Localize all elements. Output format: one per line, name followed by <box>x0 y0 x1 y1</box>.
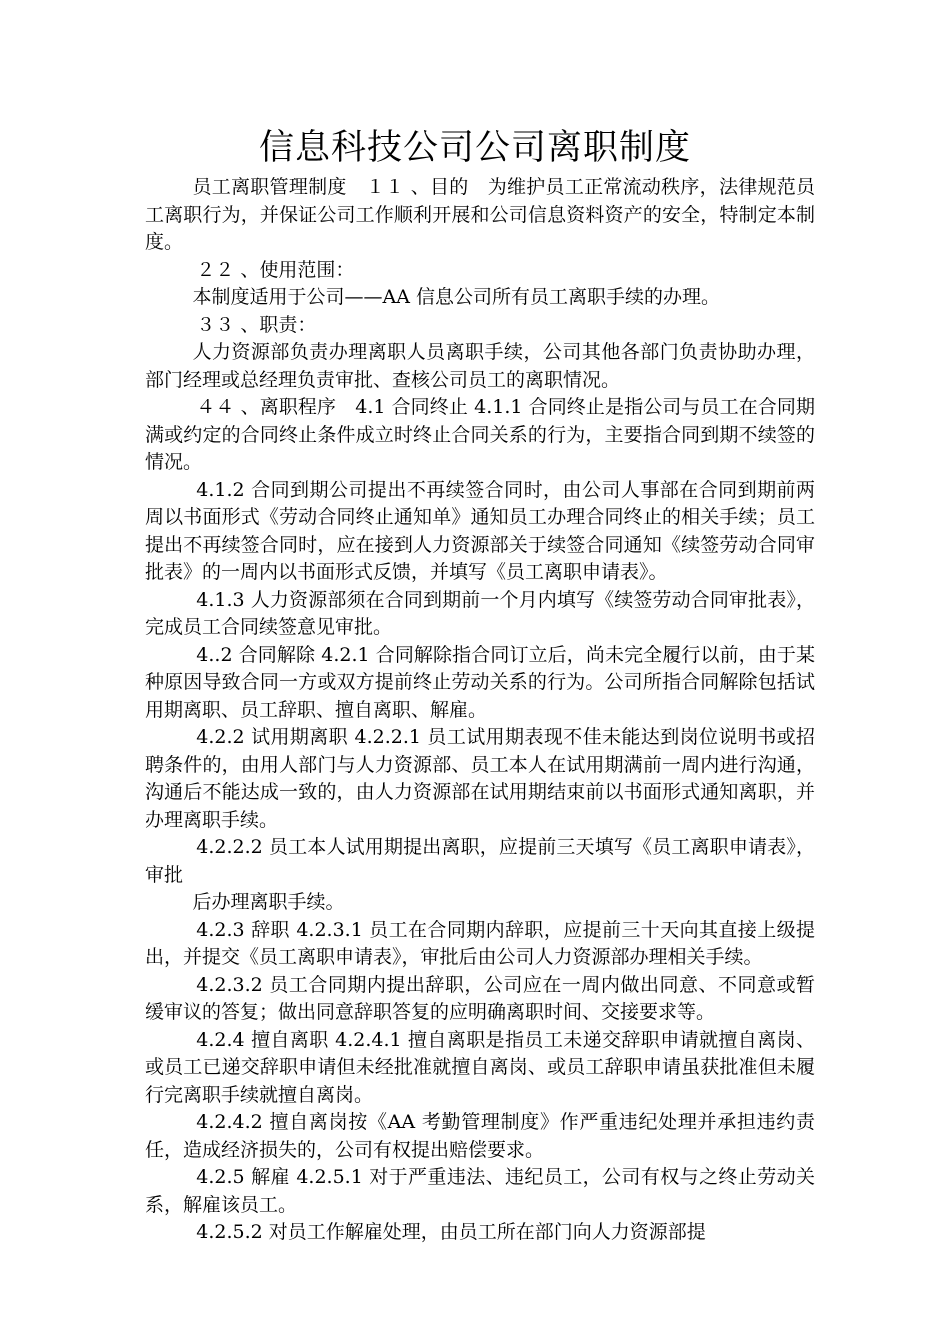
paragraph-4-2-3-2: 4.2.3.2 员工合同期内提出辞职，公司应在一周内做出同意、不同意或暂缓审议的答复；做出同意辞职答复的应明确离职时间、交接要求等。 <box>145 973 815 1023</box>
paragraph-4-2-1: 4..2 合同解除 4.2.1 合同解除指合同订立后，尚未完全履行以前，由于某种原因导致合同一方或双方提前终止劳动关系的行为。公司所指合同解除包括试用期离职、员工辞职、擅自离职、解雇。 <box>145 643 815 721</box>
paragraph-4-1-3: 4.1.3 人力资源部须在合同到期前一个月内填写《续签劳动合同审批表》，完成员工合同续签意见审批。 <box>145 588 815 638</box>
paragraph-4-2-5-2: 4.2.5.2 对员工作解雇处理，由员工所在部门向人力资源部提 <box>196 1221 706 1243</box>
paragraph-4-2-2-1: 4.2.2 试用期离职 4.2.2.1 员工试用期表现不佳未能达到岗位说明书或招聘条件的，由用人部门与人力资源部、员工本人在试用期满前一周内进行沟通，沟通后不能达成一致的，由人力资源部在试用期结束前以书面形式通知离职，并办理离职手续。 <box>145 726 815 831</box>
paragraph-4-2-4-1: 4.2.4 擅自离职 4.2.4.1 擅自离职是指员工未递交辞职申请就擅自离岗、或员工已递交辞职申请但未经批准就擅自离岗、或员工辞职申请虽获批准但未履行完离职手续就擅自离岗。 <box>145 1028 815 1106</box>
paragraph-duties: 人力资源部负责办理离职人员离职手续，公司其他各部门负责协助办理，部门经理或总经理负责审批、查核公司员工的离职情况。 <box>145 341 815 391</box>
paragraph-4-2-5-1: 4.2.5 解雇 4.2.5.1 对于严重违法、违纪员工，公司有权与之终止劳动关系，解雇该员工。 <box>145 1166 815 1216</box>
document-body <box>145 174 815 1247</box>
paragraph-4-1-2: 4.1.2 合同到期公司提出不再续签合同时，由公司人事部在合同到期前两周以书面形式《劳动合同终止通知单》通知员工办理合同终止的相关手续；员工提出不再续签合同时，应在接到人力资源部关于续签合同通知《续签劳动合同审批表》的一周内以书面形式反馈，并填写《员工离职申请表》。 <box>145 478 815 583</box>
paragraph-procedure-4-1-1: ４４ 、离职程序 4.1 合同终止 4.1.1 合同终止是指公司与员工在合同期满或约定的合同终止条件成立时终止合同关系的行为，主要指合同到期不续签的情况。 <box>145 396 815 473</box>
document-title: 信息科技公司公司离职制度 <box>258 128 691 168</box>
paragraph-scope: 本制度适用于公司——AA 信息公司所有员工离职手续的办理。 <box>192 286 720 308</box>
paragraph-scope-heading: ２２ 、使用范围： <box>196 258 355 281</box>
paragraph-4-2-2-2-continued: 后办理离职手续。 <box>192 891 345 913</box>
paragraph-4-2-2-2: 4.2.2.2 员工本人试用期提出离职，应提前三天填写《员工离职申请表》，审批 <box>145 836 815 886</box>
paragraph-purpose: 员工离职管理制度 １１ 、目的 为维护员工正常流动秩序，法律规范员工离职行为，并保证公司工作顺利开展和公司信息资料资产的安全，特制定本制度。 <box>145 176 815 253</box>
paragraph-duties-heading: ３３ 、职责： <box>196 313 317 336</box>
paragraph-4-2-3-1: 4.2.3 辞职 4.2.3.1 员工在合同期内辞职，应提前三十天向其直接上级提出，并提交《员工离职申请表》，审批后由公司人力资源部办理相关手续。 <box>145 918 815 968</box>
paragraph-4-2-4-2: 4.2.4.2 擅自离岗按《AA 考勤管理制度》作严重违纪处理并承担违约责任，造成经济损失的，公司有权提出赔偿要求。 <box>145 1111 815 1161</box>
